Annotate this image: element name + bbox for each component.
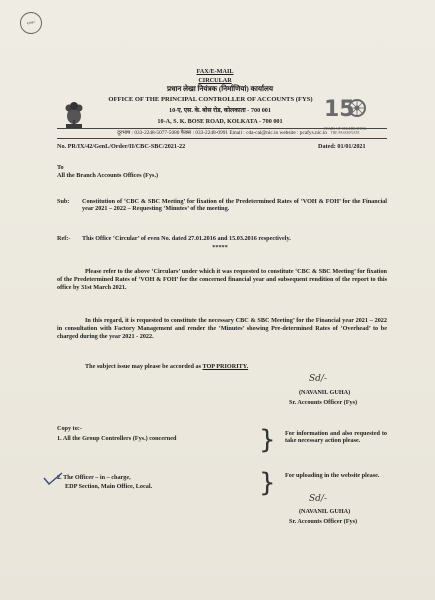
circular-heading: CIRCULAR xyxy=(198,77,232,84)
signature-scribble-1: Sd/- xyxy=(309,374,327,384)
subject-label: Sub: xyxy=(57,198,70,205)
paragraph-3 xyxy=(85,363,248,370)
national-emblem-icon xyxy=(60,98,88,130)
paragraph-1: Please refer to the above ‘Circulars’ under which it was requested to constitute ‘CBC & SBC Meeting’ for fixation of the Predetermined Rates of ‘VOH & FOH’ for the concerned financial year and subsequent rendition of the report to this office by 31st March 2021. xyxy=(57,268,387,291)
signatory-name-2: (NAVANIL GUHA) xyxy=(299,508,351,515)
signatory-name-1: (NAVANIL GUHA) xyxy=(299,389,351,396)
fax-email-heading: FAX/E-MAIL xyxy=(196,68,234,75)
copy-note-2: For uploading in the website please. xyxy=(285,472,380,479)
copy-recipient-2-line-1: 2. The Officer – in – charge, xyxy=(57,474,131,481)
copy-note-1: For information and also requested to take necessary action please. xyxy=(285,430,387,445)
brace-1: } xyxy=(259,425,276,455)
svg-text:15: 15 xyxy=(324,97,355,122)
reference-label: Ref:- xyxy=(57,235,71,242)
header-divider-bottom xyxy=(57,138,387,139)
reference-number: No. PR/IX/42/GenL/Order/II/CBC-SBC/2021-22 xyxy=(57,143,186,150)
file-number-stamp: २०४८ xyxy=(18,10,44,36)
subject-text: Constitution of ‘CBC & SBC Meeting’ for fixation of the Predetermined Rates of ‘VOH & FOH’ for the Financial year 2021 – 2022 – Requesting ‘Minutes’ of the meeting. xyxy=(82,198,387,213)
address-english: 10-A, S. K. BOSE ROAD, KOLKATA - 700 001 xyxy=(157,118,283,125)
office-name-english: OFFICE OF THE PRINCIPAL CONTROLLER OF ACCOUNTS (FYS) xyxy=(108,96,313,103)
copy-recipient-1: 1. All the Group Controllers (Fys.) concerned xyxy=(57,435,177,442)
header-divider-top xyxy=(57,128,387,129)
circular-date: Dated: 01/01/2021 xyxy=(318,143,366,150)
separator-stars: ***** xyxy=(212,244,228,251)
handwritten-checkmark-icon xyxy=(43,472,63,486)
paragraph-2: In this regard, it is requested to constitute the necessary CBC & SBC Meeting’ for the Financial year 2021 – 2022 in consultation with Factory Management and render the ‘Minutes’ showing Pre-determined Rates of ‘Overhead’ to be charged during the year 2021 - 2022. xyxy=(57,317,387,340)
copy-to-label: Copy to:- xyxy=(57,425,82,432)
logo-caption: YEARS OF CELEBRATING THE PASSIONATE xyxy=(323,127,367,135)
brace-2: } xyxy=(259,468,276,498)
address-hindi: 10-ए, एस. के. बोस रोड, कोलकाता - 700 001 xyxy=(168,107,271,114)
signature-scribble-2: Sd/- xyxy=(309,494,327,504)
to-label: To xyxy=(57,164,64,171)
addressee: All the Branch Accounts Offices (Fys.) xyxy=(57,172,159,179)
reference-text: This Office ‘Circular’ of even No. dated 27.01.2016 and 15.03.2016 respectively. xyxy=(82,235,291,242)
copy-recipient-2-line-2: EDP Section, Main Office, Local. xyxy=(65,483,153,490)
signatory-title-1: Sr. Accounts Officer (Fys) xyxy=(289,399,358,406)
paragraph-3-text: The subject issue may please be accorded as xyxy=(85,363,202,370)
office-name-hindi: प्रधान लेखा नियंत्रक (निर्माणियां) कार्यालय xyxy=(166,85,273,93)
contact-line: दूरभाष : 033-2248-5077-5080 फैक्स : 033-2248-0991 Email : cda-cal@nic.in website : pcafys.nic.in xyxy=(117,130,327,136)
top-priority-emphasis: TOP PRIORITY. xyxy=(202,363,249,370)
signatory-title-2: Sr. Accounts Officer (Fys) xyxy=(289,518,358,525)
